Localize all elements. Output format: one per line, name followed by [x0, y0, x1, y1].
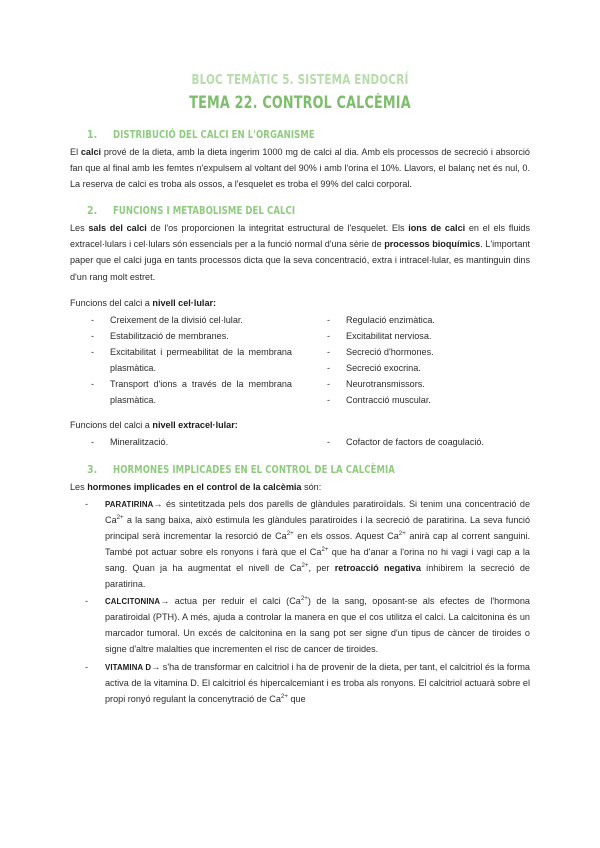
cellular-functions-lead [70, 295, 530, 311]
hormones-list [70, 496, 530, 707]
list-item: - Regulació enzimàtica. [327, 312, 530, 328]
extracellular-functions-right-list [306, 434, 530, 450]
extracellular-functions-left-list [70, 434, 292, 450]
calcitonina-sup1: 2+ [300, 595, 308, 603]
cellular-functions-left-column [70, 312, 300, 409]
paratirina-t4: anirà cap al corrent sanguini. També pot actuar sobre els ronyons i farà que el Ca [105, 530, 530, 557]
s2-g: . L'important paper que el calci juga en tants processos dicta que la seva concentració, extra i intracel·lular, es mantinguin dins d'un rang molt estret. [70, 239, 530, 282]
hormone-name-calcitonina: CALCITONINA [105, 597, 161, 607]
s2-bold-processos: processos bioquímics [384, 239, 481, 250]
calcitonina-t2: ) de la sang, oposant-se als efectes de l'hormona paratiroidal (PTH). A més, ajuda a controlar la manera en que el cos utilitza el calci. La calcitonina és un marcador tumoral. Un excés de calcitonina en la sang pot ser signe d'un tipus de càncer de tiroides o signe d'altre malalties que incrementen el risc de cancer de tiroides. [105, 596, 530, 655]
arrow-icon: → [160, 596, 170, 607]
s3-lead-post: són: [301, 481, 322, 492]
list-item: - Mineralització. [91, 434, 292, 450]
paratirina-sup3: 2+ [398, 529, 406, 537]
cellular-functions-right-list [306, 312, 530, 409]
cellular-functions-right-column [300, 312, 530, 409]
section-3-lead [70, 479, 530, 495]
extracellular-functions-columns [70, 434, 530, 450]
list-item: - Secreció d'hormones. [327, 344, 530, 360]
cellular-functions-left-list [70, 312, 292, 409]
paratirina-t2: a la sang baixa, això estimula les glàndules paratiroides i la secreció de paratirina. La seva funció principal serà incrementar la resorció de Ca [105, 514, 530, 541]
list-item: - Cofactor de factors de coagulació. [327, 434, 530, 450]
s1-bold-calci: calci [80, 147, 102, 157]
section-number-3: 3. [87, 463, 98, 476]
calcitonina-t1: actua per reduir el calci (Ca [169, 596, 301, 607]
paratirina-t7: inhibirem la secreció de paratirina. [105, 562, 530, 590]
cellular-lead-bold: nivell cel·lular: [152, 297, 217, 308]
paratirina-t3: en els ossos. Aquest Ca [293, 530, 399, 541]
paratirina-t6: , per [308, 562, 335, 573]
list-item: - Creixement de la divisió cel·lular. [91, 312, 292, 328]
s2-c: de l'os proporcionen la integritat estructural de l'esquelet. Els [146, 223, 409, 234]
s2-bold-ions: ions de calci [408, 223, 466, 234]
section-title-2: FUNCIONS I METABOLISME DEL CALCI [113, 205, 296, 218]
paratirina-sup2: 2+ [286, 529, 294, 537]
paratirina-t1: és sintetitzada pels dos parells de glàndules paratiroïdals. Si tenim una concentració de Ca [105, 498, 530, 525]
section-number-1: 1. [87, 129, 98, 141]
s1-text-pre: El [70, 147, 81, 157]
section-1-paragraph [70, 144, 530, 192]
arrow-icon: → [153, 498, 163, 509]
section-heading-1 [87, 129, 530, 141]
vitaminad-t2: que [287, 693, 306, 704]
vitaminad-t1: s'ha de transformar en calcitriol i ha de provenir de la dieta, per tant, el calcitriol és la forma activa de la vitamina D. El calcitriol és hipercalcemiant i es troba als ronyons. El calcitriol actuarà sobre el propi ronyó regulant la concenytració de Ca [105, 661, 530, 704]
list-item: - Contracció muscular. [327, 392, 530, 408]
list-item: - Estabilització de membranes. [91, 328, 292, 344]
hormone-item-vitamina-d [85, 659, 530, 707]
list-item: - Neurotransmissors. [327, 376, 530, 392]
s3-lead-bold: hormones implicades en el control de la calcèmia [87, 481, 302, 492]
section-title-3: HORMONES IMPLICADES EN EL CONTROL DE LA CALCÈMIA [113, 463, 395, 476]
section-title-1: DISTRIBUCIÓ DEL CALCI EN L'ORGANISME [113, 129, 315, 141]
s2-a: Les [70, 223, 89, 234]
cellular-functions-columns [70, 312, 530, 409]
section-2-paragraph [70, 220, 530, 284]
document-title-block [70, 70, 530, 116]
paratirina-sup5: 2+ [301, 561, 309, 569]
vitaminad-sup1: 2+ [280, 692, 288, 700]
hormone-name-paratirina: PARATIRINA [105, 499, 154, 509]
hormone-item-paratirina [85, 496, 530, 593]
hormone-item-calcitonina [85, 593, 530, 657]
section-number-2: 2. [87, 205, 98, 218]
list-item: - Transport d'ions a través de la membrana plasmàtica. [91, 376, 292, 408]
s2-bold-sals: sals del calci [88, 223, 147, 234]
section-heading-3 [87, 464, 530, 476]
extracellular-functions-lead [70, 417, 530, 433]
extracellular-functions-right-column [300, 434, 530, 450]
s1-text-post: prové de la dieta, amb la dieta ingerim 1000 mg de calci al dia. Amb els processos de secreció i absorció fan que al final amb les femtes n'expulsem al voltant del 90% i amb l'orina el 10%. Llavors, el balanç net és nul, 0. La reserva de calci es troba als ossos, a l'esquelet es troba el 99% del calci corporal. [70, 147, 530, 190]
list-item: - Excitabilitat nerviosa. [327, 328, 530, 344]
list-item: - Excitabilitat i permeabilitat de la membrana plasmàtica. [91, 344, 292, 376]
cellular-lead-pre: Funcions del calci a [70, 297, 153, 308]
s2-e: en el els fluids extracel·lulars i cel·lulars són essencials per a la funció normal d'una sèrie de [70, 223, 530, 250]
extracellular-lead-pre: Funcions del calci a [70, 420, 153, 431]
arrow-icon: → [151, 661, 161, 672]
s3-lead-pre: Les [70, 481, 88, 492]
bloc-tematic-title: BLOC TEMÀTIC 5. SISTEMA ENDOCRÍ [191, 72, 409, 88]
paratirina-t5: que ha d'anar a l'orina no hi vagi i vagi cap a la sang. Quan ja ha augmentat el nivell de Ca [105, 546, 530, 573]
paratirina-sup1: 2+ [116, 513, 124, 521]
section-heading-2 [87, 205, 530, 217]
tema-title: TEMA 22. CONTROL CALCÈMIA [189, 93, 411, 113]
list-item: - Secreció exocrina. [327, 360, 530, 376]
paratirina-bold-retroaccio: retroacció negativa [334, 562, 421, 573]
extracellular-lead-bold: nivell extracel·lular: [152, 420, 238, 431]
paratirina-sup4: 2+ [321, 545, 329, 553]
hormone-name-vitamina-d: VITAMINA D [105, 662, 152, 672]
extracellular-functions-left-column [70, 434, 300, 450]
